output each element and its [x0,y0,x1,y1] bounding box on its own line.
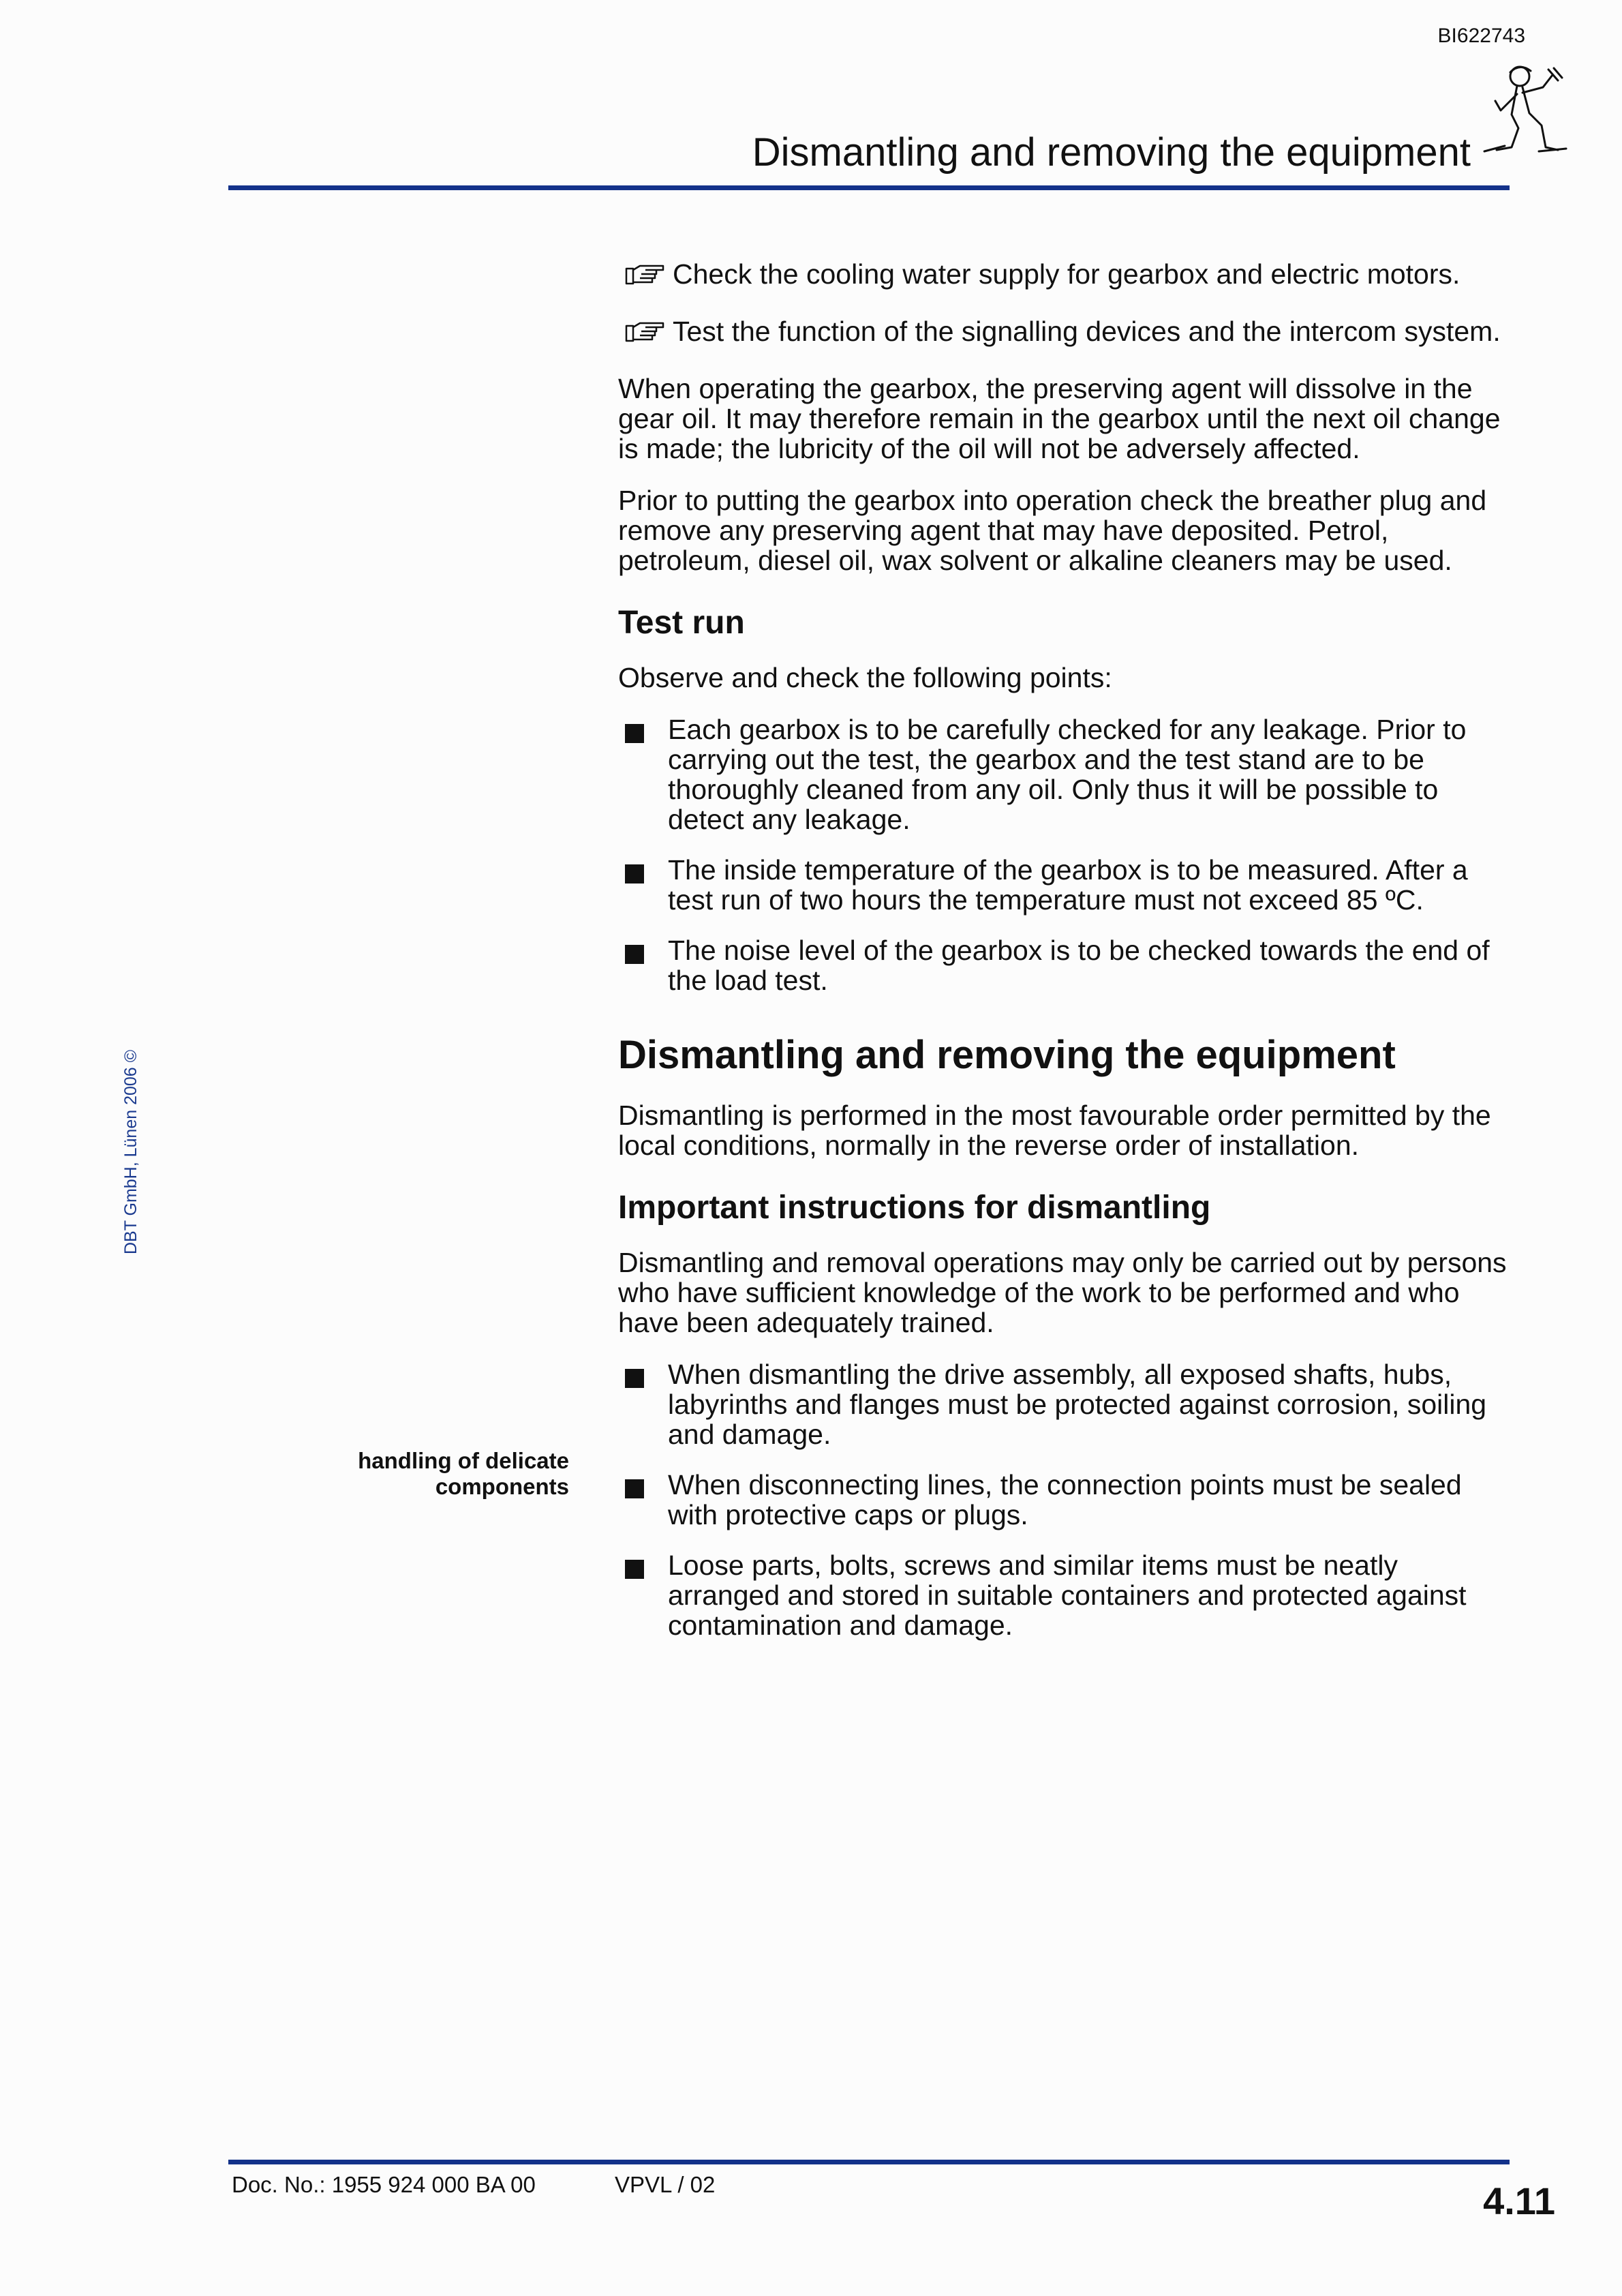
page-number: 4.11 [1483,2179,1555,2222]
paragraph: Dismantling and removal operations may only be carried out by persons who have sufficient knowledge of the work to be performed and who have been adequately trained. [618,1247,1507,1338]
list-item-text: When disconnecting lines, the connection points must be sealed with protective caps or plugs. [668,1469,1462,1530]
hint-item [618,316,1511,346]
margin-note: handling of delicate components [358,1448,569,1499]
section-heading: Important instructions for dismantling [618,1190,1211,1226]
list-item-text: Each gearbox is to be carefully checked for any leakage. Prior to carrying out the test, the gearbox and the test stand are to be thoroughly cleaned from any oil. Only thus it will be possible to detect any leakage. [668,714,1467,835]
bullet-square-icon [625,1369,644,1388]
footer-rule [228,2160,1510,2164]
list-item [618,855,1511,915]
footer-version: VPVL / 02 [615,2172,716,2197]
hint-text: Check the cooling water supply for gearbox and electric motors. [673,258,1460,290]
list-item-text: When dismantling the drive assembly, all exposed shafts, hubs, labyrinths and flanges must be protected against corrosion, soiling and damage. [668,1359,1487,1450]
list-item [618,1550,1511,1640]
list-item [618,1470,1511,1530]
hint-text: Test the function of the signalling devices and the intercom system. [673,316,1501,347]
list-item [618,935,1511,995]
list-item [618,1359,1511,1449]
list-item-text: Loose parts, bolts, screws and similar items must be neatly arranged and stored in suitable containers and protected against contamination and damage. [668,1550,1467,1641]
copyright-notice: DBT GmbH, Lünen 2006 © [121,1049,140,1254]
bullet-square-icon [625,1560,644,1579]
chapter-heading: Dismantling and removing the equipment [618,1033,1396,1077]
main-content [618,259,1511,1661]
worker-icon [1478,60,1573,176]
bullet-square-icon [625,864,644,883]
list-item [618,714,1511,834]
list-item-text: The noise level of the gearbox is to be checked towards the end of the load test. [668,935,1490,996]
paragraph: When operating the gearbox, the preserving agent will dissolve in the gear oil. It may therefore remain in the gearbox until the next oil change is made; the lubricity of the oil will not be adversely affected. [618,373,1501,464]
hint-item [618,259,1511,289]
paragraph: Prior to putting the gearbox into operation check the breather plug and remove any preserving agent that may have deposited. Petrol, petroleum, diesel oil, wax solvent or alkaline cleaners may be used. [618,485,1487,576]
header-title: Dismantling and removing the equipment [752,130,1471,175]
header-rule [228,185,1510,190]
list-item-text: The inside temperature of the gearbox is to be measured. After a test run of two hours the temperature must not exceed 85 ºC. [668,854,1468,916]
paragraph: Dismantling is performed in the most favourable order permitted by the local conditions, normally in the reverse order of installation. [618,1100,1491,1161]
bullet-square-icon [625,1479,644,1498]
footer-doc-number: Doc. No.: 1955 924 000 BA 00 [232,2172,536,2197]
document-id: BI622743 [1437,25,1525,47]
bullet-square-icon [625,945,644,964]
bullet-square-icon [625,724,644,743]
paragraph: Observe and check the following points: [618,662,1112,693]
pointing-hand-icon [625,262,666,286]
section-heading: Test run [618,605,745,641]
pointing-hand-icon [625,319,666,344]
